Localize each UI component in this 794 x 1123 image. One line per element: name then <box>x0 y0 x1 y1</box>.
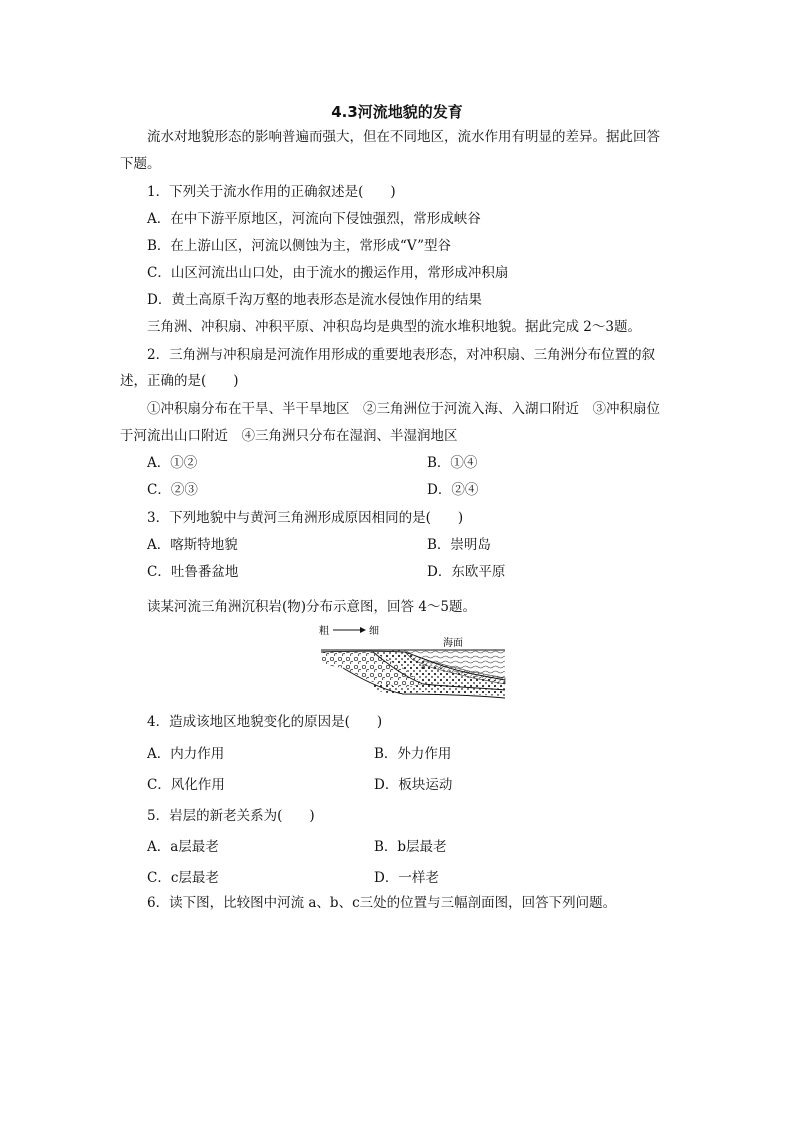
question-2-option-a: A．①② <box>147 455 198 471</box>
question-2-option-d: D．②④ <box>427 482 479 498</box>
question-3-option-b: B．崇明岛 <box>427 537 491 553</box>
delta-sediment-diagram <box>313 624 507 706</box>
question-2-option-c: C．②③ <box>147 482 198 498</box>
label-coarse: 粗 <box>319 626 329 637</box>
question-1-stem: 1．下列关于流水作用的正确叙述是( ) <box>147 184 396 200</box>
question-3-option-a: A．喀斯特地貌 <box>147 537 238 553</box>
question-2-stem-line-1: 2．三角洲与冲积扇是河流作用形成的重要地表形态，对冲积扇、三角洲分布位置的叙 <box>147 347 656 363</box>
question-3-option-c: C．吐鲁番盆地 <box>147 564 239 580</box>
question-4-option-a: A．内力作用 <box>147 746 225 762</box>
question-4-stem: 4．造成该地区地貌变化的原因是( ) <box>147 714 383 730</box>
question-4-option-d: D．板块运动 <box>374 777 453 793</box>
question-2-option-b: B．①④ <box>427 455 478 471</box>
question-1-option-c: C．山区河流出山口处，由于流水的搬运作用，常形成冲积扇 <box>147 265 509 281</box>
label-layer-a: a <box>421 663 426 671</box>
intro-2: 三角洲、冲积扇、冲积平原、冲积岛均是典型的流水堆积地貌。据此完成 2～3题。 <box>147 319 641 335</box>
question-5-option-b: B．b层最老 <box>374 839 447 855</box>
intro-1-line-1: 流水对地貌形态的影响普遍而强大，但在不同地区，流水作用有明显的差异。据此回答 <box>147 129 660 145</box>
delta-sediment-figure <box>313 624 507 706</box>
label-sea-surface: 海面 <box>443 638 463 649</box>
page-title: 4.3河流地貌的发育 <box>331 103 463 121</box>
question-2-stem-line-2: 述，正确的是( ) <box>120 373 239 389</box>
question-1-option-b: B．在上游山区，河流以侧蚀为主，常形成“V”型谷 <box>147 238 451 254</box>
arrow-icon <box>333 627 366 633</box>
question-5-option-a: A．a层最老 <box>147 839 219 855</box>
question-5-stem: 5．岩层的新老关系为( ) <box>147 808 315 824</box>
question-4-option-b: B．外力作用 <box>374 746 452 762</box>
intro-1-line-2: 下题。 <box>120 156 161 172</box>
question-6-stem: 6．读下图，比较图中河流 a、b、c三处的位置与三幅剖面图，回答下列问题。 <box>147 895 617 911</box>
question-1-option-a: A．在中下游平原地区，河流向下侵蚀强烈，常形成峡谷 <box>147 211 481 227</box>
question-3-option-d: D．东欧平原 <box>427 564 506 580</box>
question-3-stem: 3．下列地貌中与黄河三角洲形成原因相同的是( ) <box>147 510 464 526</box>
question-4-option-c: C．风化作用 <box>147 777 225 793</box>
label-fine: 细 <box>369 626 379 637</box>
intro-3: 读某河流三角洲沉积岩(物)分布示意图，回答 4～5题。 <box>147 599 477 615</box>
question-2-items-line-2: 于河流出山口附近 ④三角洲只分布在湿润、半湿润地区 <box>120 428 458 444</box>
question-2-items-line-1: ①冲积扇分布在干旱、半干旱地区 ②三角洲位于河流入海、入湖口附近 ③冲积扇位 <box>147 401 660 417</box>
question-5-option-c: C．c层最老 <box>147 870 219 886</box>
question-1-option-d: D．黄土高原千沟万壑的地表形态是流水侵蚀作用的结果 <box>147 292 482 308</box>
question-5-option-d: D．一样老 <box>374 870 439 886</box>
